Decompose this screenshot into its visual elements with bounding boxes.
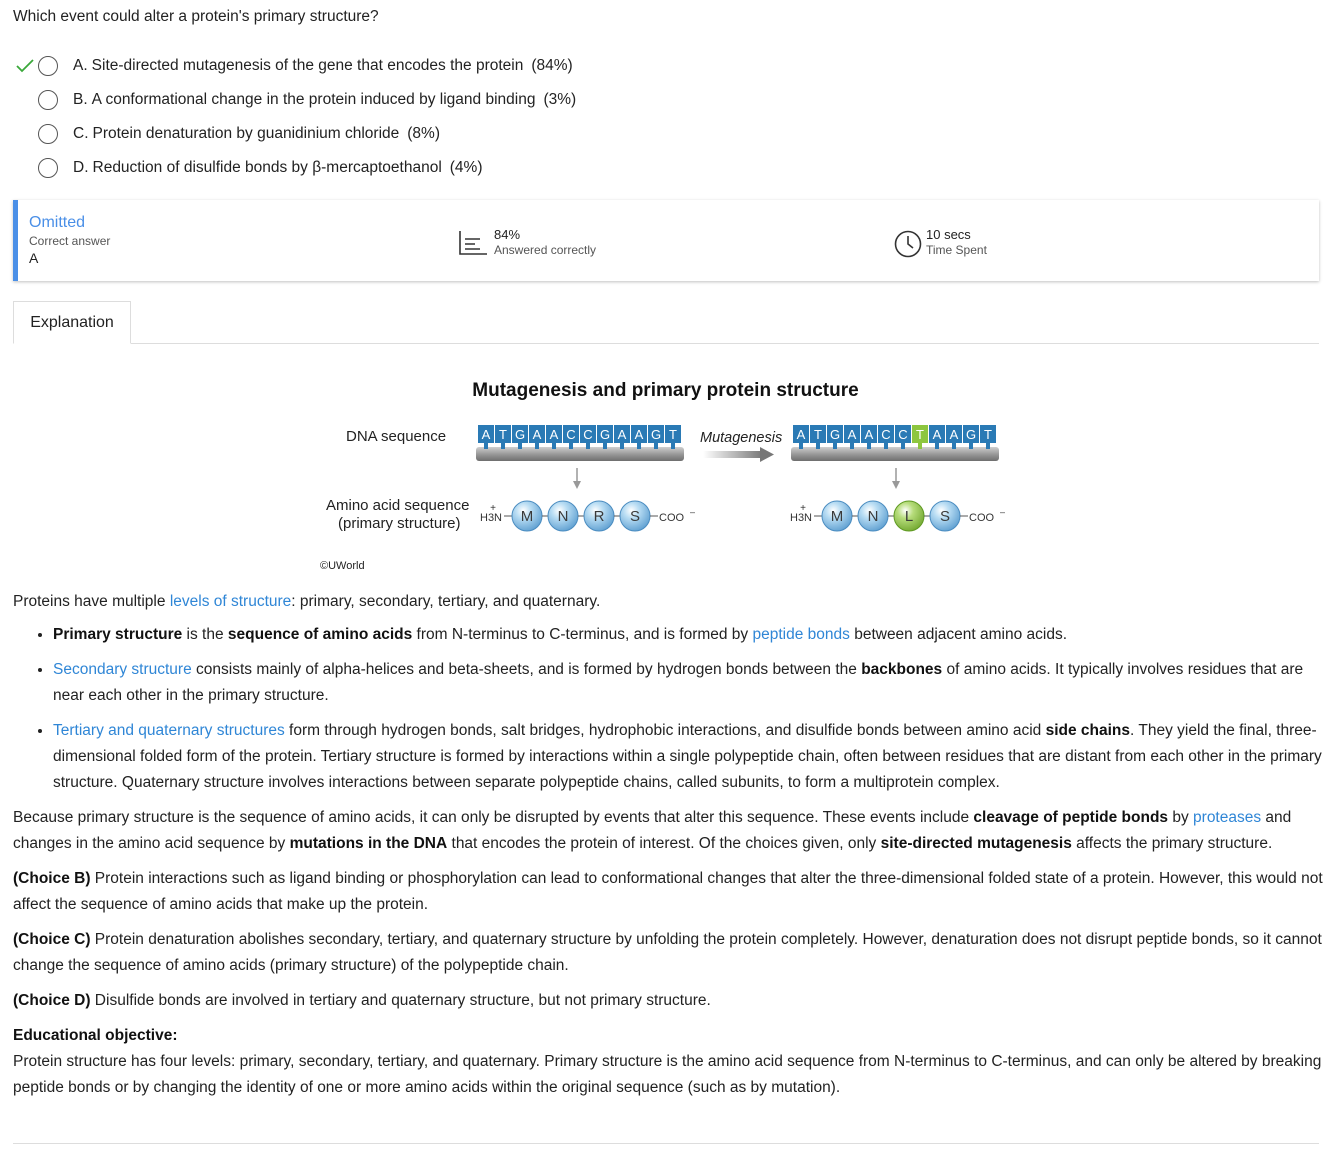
radio-button[interactable] <box>38 90 58 110</box>
dna-mutant-base-letter: A <box>847 427 857 442</box>
dna-mutant-base-letter: T <box>984 427 992 442</box>
chain-original-n-terminus-charge: + <box>490 503 496 514</box>
primary-structure-label: (primary structure) <box>338 515 461 532</box>
chain-mutant-c-terminus: COO <box>969 512 995 524</box>
dna-mutant-base-letter: C <box>898 427 908 442</box>
radio-button[interactable] <box>38 158 58 178</box>
list-item: • Secondary structure consists mainly of alpha-helices and beta-sheets, and is formed by hydrogen bonds between the backbones of amino acids. It typically involves residues that are near each other in the primary structure. <box>53 657 1323 709</box>
radio-button[interactable] <box>38 56 58 76</box>
structure-list <box>13 622 1323 796</box>
list-item: • Tertiary and quaternary structures form through hydrogen bonds, salt bridges, hydrophobic interactions, and disulfide bonds between amino acid side chains. They yield the final, three-dimensional folded form of the protein. Tertiary structure is formed by interactions within a single polypeptide chain, often between residues that are distant from each other in the primary structure. Quaternary structure involves interactions between separate polypeptide chains, called subunits, to form a multiprotein complex. <box>53 718 1323 796</box>
tertiary-quaternary-link[interactable]: Tertiary and quaternary structures <box>53 722 285 739</box>
choice-a[interactable] <box>12 49 576 83</box>
dna-original-base-stem <box>484 442 488 449</box>
dna-mutant-base-stem <box>816 442 820 449</box>
dna-mutant-base-stem <box>867 442 871 449</box>
dna-mutant-base-stem <box>952 442 956 449</box>
proteases-link[interactable]: proteases <box>1193 809 1262 826</box>
choice-b-explanation: (Choice B) Protein interactions such as ligand binding or phosphorylation can lead to conformational changes that alter the three-dimensional folded state of a protein. However, this would not affect the sequence of amino acids that make up the protein. <box>13 870 1323 913</box>
dna-original-base-letter: T <box>499 427 507 442</box>
objective-text: Protein structure has four levels: primary, secondary, tertiary, and quaternary. Primary structure is the amino acid sequence from N-terminus to C-terminus, and can only be altered by breaking peptide bonds or by changing the identity of one or more amino acids within the original sequence (such as by mutation). <box>13 1053 1322 1096</box>
choice-label: D. Reduction of disulfide bonds by β-mercaptoethanol (4%) <box>73 159 483 176</box>
dna-original-base-letter: A <box>549 427 559 442</box>
figure-graphic <box>0 370 1337 560</box>
radio-button[interactable] <box>38 124 58 144</box>
dna-mutant-base-letter: G <box>829 427 841 442</box>
correct-answer-label: Correct answer <box>29 234 111 248</box>
choice-label: B. A conformational change in the protein induced by ligand binding (3%) <box>73 91 577 108</box>
chain-original-residue-letter: S <box>629 508 641 525</box>
tab-bar <box>13 301 1319 344</box>
dna-mutant-base-stem <box>986 442 990 449</box>
amino-acid-label: Amino acid sequence <box>326 497 470 514</box>
dna-original-base-stem <box>586 442 590 449</box>
chain-mutant-residue-letter: N <box>867 508 879 525</box>
mutagenesis-label: Mutagenesis <box>700 430 783 446</box>
dna-mutant-base-stem <box>850 442 854 449</box>
dna-mutant-base-letter: C <box>881 427 891 442</box>
correct-answer-value: A <box>29 250 39 266</box>
dna-sequence-label: DNA sequence <box>346 428 447 445</box>
chain-original-n-terminus: H3N <box>480 512 503 524</box>
dna-original-base-letter: C <box>566 427 576 442</box>
answer-stats-panel <box>13 200 1319 281</box>
choice-d-explanation: (Choice D) Disulfide bonds are involved in tertiary and quaternary structure, but not primary structure. <box>13 992 711 1009</box>
dna-mutant-base-stem <box>969 442 973 449</box>
chain-original-residue-letter: N <box>557 508 569 525</box>
down-arrowhead <box>892 481 900 489</box>
chain-mutant-residue-letter: M <box>830 508 844 525</box>
dna-mutant-base-letter: T <box>814 427 822 442</box>
dna-original-base-stem <box>518 442 522 449</box>
dna-original-base-stem <box>535 442 539 449</box>
chain-mutant-c-terminus-charge: – <box>1000 507 1006 517</box>
dna-mutant-base-letter: A <box>864 427 874 442</box>
dna-original-base-letter: A <box>634 427 644 442</box>
dna-original-base-stem <box>603 442 607 449</box>
question-stem: Which event could alter a protein's primary structure? <box>13 8 379 25</box>
levels-of-structure-link[interactable]: levels of structure <box>169 593 292 610</box>
figure-title: Mutagenesis and primary protein structure <box>472 380 859 401</box>
dna-original-base-letter: T <box>669 427 677 442</box>
down-arrowhead <box>573 481 581 489</box>
time-spent-label: Time Spent <box>926 243 987 257</box>
dna-mutant-base-letter: A <box>932 427 942 442</box>
mutagenesis-arrowhead <box>760 447 774 462</box>
secondary-structure-link[interactable]: Secondary structure <box>53 661 192 678</box>
dna-mutant-base-stem <box>935 442 939 449</box>
dna-original-base-stem <box>671 442 675 449</box>
list-item: • Primary structure is the sequence of amino acids from N-terminus to C-terminus, and is formed by peptide bonds between adjacent amino acids. <box>53 622 1323 648</box>
dna-mutant-base-stem <box>884 442 888 449</box>
dna-original-backbone <box>476 447 684 461</box>
clock-icon <box>894 230 922 263</box>
dna-original-base-letter: G <box>514 427 526 442</box>
choice-c[interactable] <box>12 117 576 151</box>
chain-original-c-terminus: COO <box>659 512 685 524</box>
dna-mutant-base-stem <box>799 442 803 449</box>
choice-d[interactable] <box>12 151 576 185</box>
dna-original-base-stem <box>654 442 658 449</box>
peptide-bonds-link[interactable]: peptide bonds <box>752 626 850 643</box>
dna-original-base-letter: A <box>532 427 542 442</box>
mutagenesis-figure <box>0 370 1337 580</box>
dna-mutant-base-letter: A <box>796 427 806 442</box>
dna-mutant-base-stem <box>918 442 922 449</box>
dna-original-base-stem <box>552 442 556 449</box>
checkmark-icon <box>12 56 38 76</box>
dna-mutant-base-stem <box>833 442 837 449</box>
dna-mutant-base-letter: G <box>965 427 977 442</box>
status-label: Omitted <box>29 214 86 231</box>
chain-original-c-terminus-charge: – <box>690 507 696 517</box>
choice-label: C. Protein denaturation by guanidinium chloride (8%) <box>73 125 440 142</box>
answer-choices <box>12 49 576 185</box>
dna-original-base-letter: G <box>650 427 662 442</box>
time-spent-value: 10 secs <box>926 227 971 242</box>
chain-mutant-residue-letter: L <box>904 508 914 525</box>
copyright-text: ©UWorld <box>320 560 365 572</box>
explanation-body <box>13 589 1323 1101</box>
percent-correct-label: Answered correctly <box>494 243 597 257</box>
tab-explanation[interactable]: Explanation <box>13 301 131 344</box>
dna-mutant-backbone <box>791 447 999 461</box>
chain-mutant-n-terminus: H3N <box>790 512 813 524</box>
chain-original-residue-letter: R <box>593 508 605 525</box>
dna-original-base-letter: C <box>583 427 593 442</box>
chain-mutant-n-terminus-charge: + <box>800 503 806 514</box>
chain-original-residue-letter: M <box>520 508 534 525</box>
choice-c-explanation: (Choice C) Protein denaturation abolishes secondary, tertiary, and quaternary structure by unfolding the protein completely. However, denaturation does not disrupt peptide bonds, so it cannot change the sequence of amino acids (primary structure) of the polypeptide chain. <box>13 931 1322 974</box>
dna-mutant-base-stem <box>901 442 905 449</box>
chain-mutant-residue-letter: S <box>939 508 951 525</box>
dna-original-base-stem <box>569 442 573 449</box>
choice-label: A. Site-directed mutagenesis of the gene that encodes the protein (84%) <box>73 57 573 74</box>
mutagenesis-arrow <box>703 451 763 458</box>
percent-correct-value: 84% <box>494 227 521 242</box>
dna-mutant-base-letter: A <box>949 427 959 442</box>
dna-original-base-letter: A <box>617 427 627 442</box>
dna-mutant-base-letter: T <box>916 427 924 442</box>
bar-chart-icon <box>458 230 488 261</box>
dna-original-base-letter: A <box>481 427 491 442</box>
dna-original-base-stem <box>620 442 624 449</box>
bottom-divider <box>13 1143 1319 1144</box>
dna-original-base-stem <box>501 442 505 449</box>
dna-original-base-stem <box>637 442 641 449</box>
cleavage-paragraph: Because primary structure is the sequence of amino acids, it can only be disrupted by events that alter this sequence. These events include cleavage of peptide bonds by proteases and changes in the amino acid sequence by mutations in the DNA that encodes the protein of interest. Of the choices given, only site-directed mutagenesis affects the primary structure. <box>13 809 1292 852</box>
dna-original-base-letter: G <box>599 427 611 442</box>
objective-title: Educational objective: <box>13 1027 178 1044</box>
choice-b[interactable] <box>12 83 576 117</box>
intro-paragraph: Proteins have multiple levels of structure: primary, secondary, tertiary, and quaternary. <box>13 593 601 610</box>
